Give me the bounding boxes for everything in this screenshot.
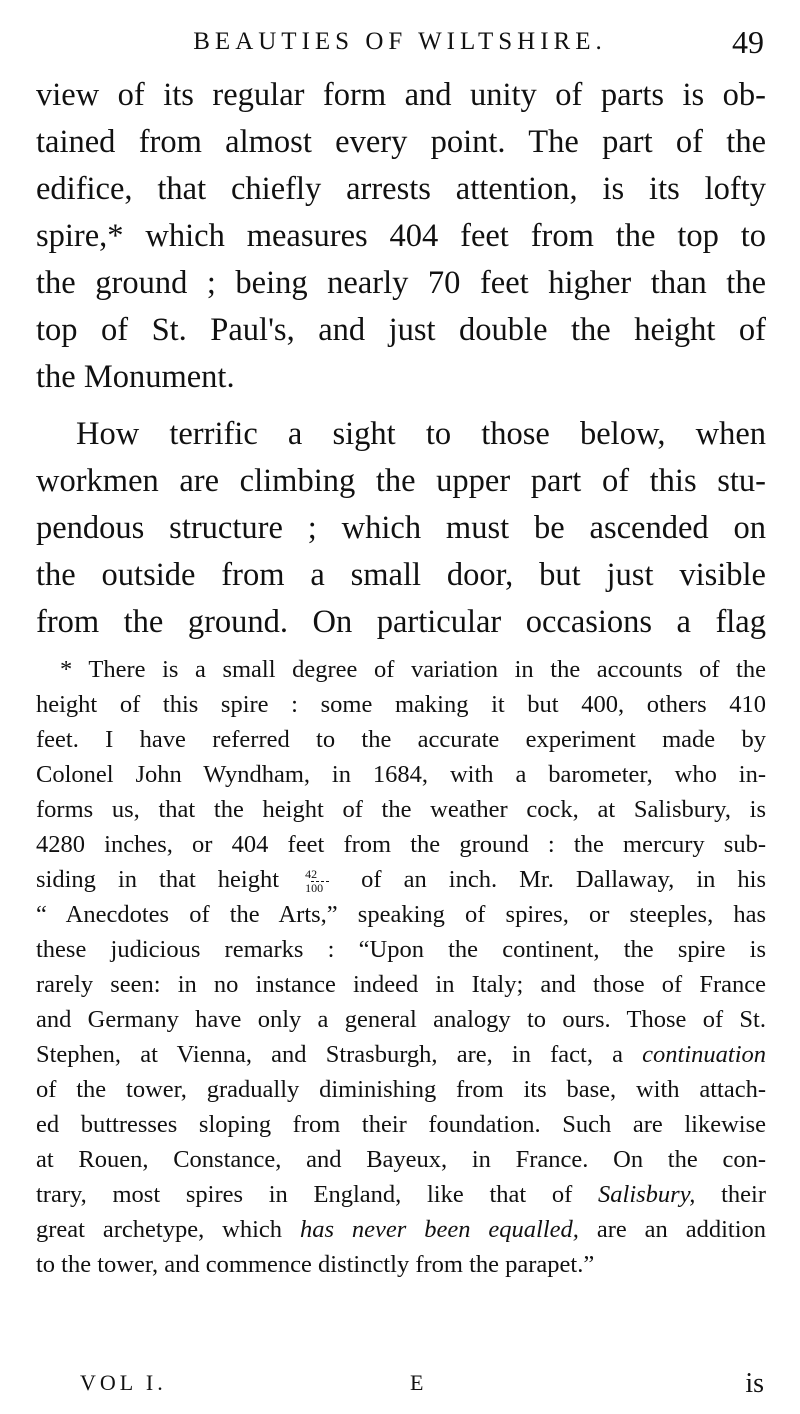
text-line: workmen are climbing the upper part of this stu- — [36, 463, 766, 499]
footnote-line: feet. I have referred to the accurate experiment made by — [36, 726, 766, 753]
page-footer — [80, 1370, 764, 1402]
text-line: top of St. Paul's, and just double the height of — [36, 312, 766, 348]
text-line: edifice, that chiefly arrests attention, is its lofty — [36, 171, 766, 207]
footnote-line: 4280 inches, or 404 feet from the ground : the mercury sub- — [36, 831, 766, 858]
signature-mark: E — [410, 1370, 428, 1395]
footnote-line: of the tower, gradually diminishing from its base, with attach- — [36, 1076, 766, 1103]
volume-mark: VOL I. — [80, 1370, 167, 1395]
footnote-line: “ Anecdotes of the Arts,” speaking of spires, or steeples, has — [36, 901, 766, 928]
footnote-line: rarely seen: in no instance indeed in Italy; and those of France — [36, 971, 766, 998]
footnote-line: * There is a small degree of variation in the accounts of the — [60, 656, 766, 683]
text-line: view of its regular form and unity of parts is ob- — [36, 77, 766, 113]
footnote-fragment: of an inch. Mr. Dallaway, in his — [361, 866, 767, 893]
text-line: tained from almost every point. The part of the — [36, 124, 766, 160]
footnote-italic: Salisbury, — [598, 1181, 696, 1208]
main-text — [36, 72, 766, 646]
page-number: 49 — [732, 24, 764, 60]
text-line: the outside from a small door, but just visible — [36, 557, 766, 593]
catchword: is — [745, 1368, 764, 1399]
footnote-fragment: their — [721, 1181, 766, 1208]
footnote-line — [36, 1177, 766, 1212]
footnote-line — [36, 862, 766, 897]
text-line: from the ground. On particular occasions a flag — [36, 604, 766, 640]
footnote-fragment: Stephen, at Vienna, and Strasburgh, are, in fact, a — [36, 1041, 623, 1068]
text-line: the Monument. — [36, 359, 235, 395]
text-line: How terrific a sight to those below, when — [76, 416, 766, 452]
footnote-line — [36, 1212, 766, 1247]
fraction-denominator: 100 — [305, 880, 324, 895]
footnote-line: and Germany have only a general analogy to ours. Those of St. — [36, 1006, 766, 1033]
footnote-fragment: siding in that height — [36, 866, 280, 893]
footnote-italic: has never been equalled, — [299, 1216, 579, 1243]
fraction-numerator: 42 — [305, 866, 318, 881]
footnote-fragment: are an addition — [596, 1216, 766, 1243]
footnote-line: Colonel John Wyndham, in 1684, with a barometer, who in- — [36, 761, 766, 788]
footnote-line: at Rouen, Constance, and Bayeux, in France. On the con- — [36, 1146, 766, 1173]
footnote — [36, 652, 766, 1282]
footnote-line: forms us, that the height of the weather cock, at Salisbury, is — [36, 796, 766, 823]
footnote-line — [36, 1037, 766, 1072]
footnote-fragment: great archetype, which — [36, 1216, 283, 1243]
page-header — [36, 24, 764, 68]
text-line: the ground ; being nearly 70 feet higher than the — [36, 265, 766, 301]
footnote-fragment: trary, most spires in England, like that of — [36, 1181, 573, 1208]
footnote-line: to the tower, and commence distinctly from the parapet.” — [36, 1251, 595, 1278]
footnote-italic: continuation — [642, 1041, 767, 1068]
running-title: BEAUTIES OF WILTSHIRE. — [193, 28, 607, 55]
text-line: pendous structure ; which must be ascended on — [36, 510, 766, 546]
text-line: spire,* which measures 404 feet from the top to — [36, 218, 766, 254]
footnote-line: ed buttresses sloping from their foundation. Such are likewise — [36, 1111, 766, 1138]
footnote-line: these judicious remarks : “Upon the continent, the spire is — [36, 936, 766, 963]
fraction — [305, 866, 335, 895]
footnote-line: height of this spire : some making it but 400, others 410 — [36, 691, 766, 718]
